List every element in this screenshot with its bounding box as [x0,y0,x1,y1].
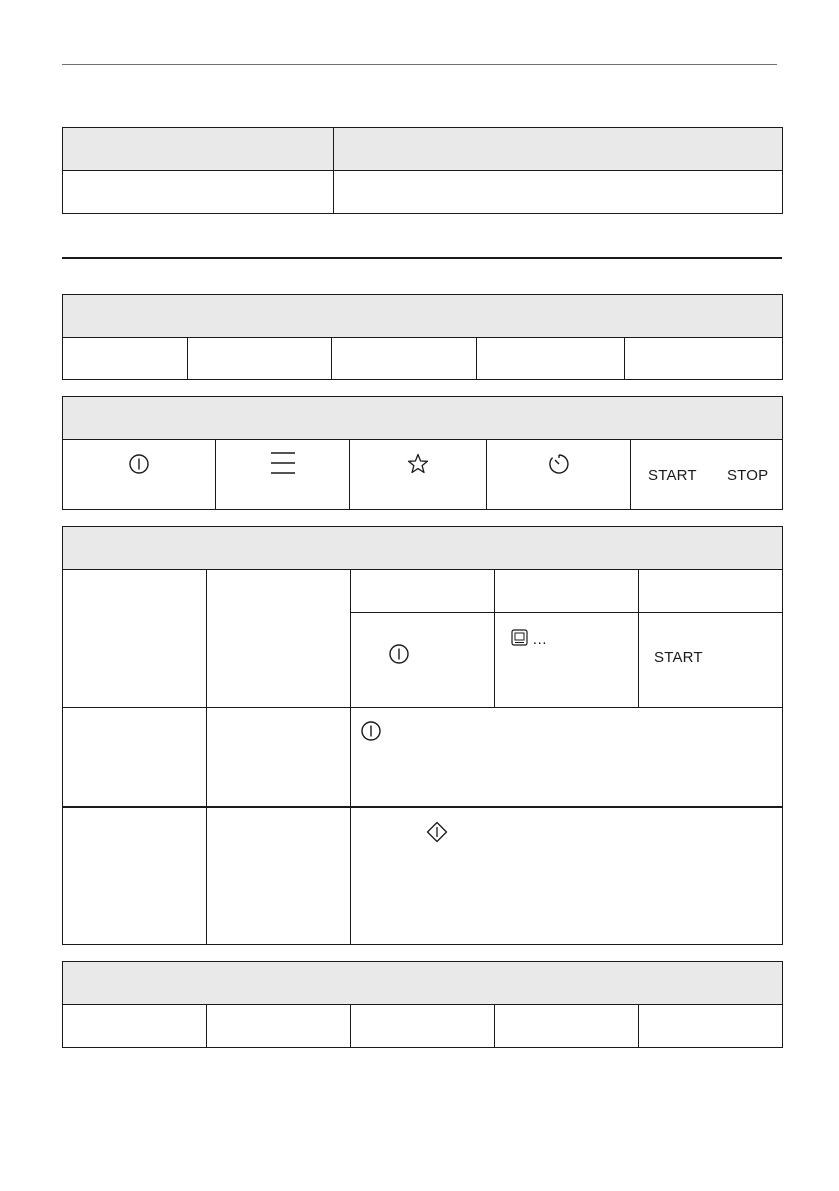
step-table-3-cell-start [639,613,783,708]
step-table-3-cell-power-note [351,708,783,807]
step-table-3-cell [63,708,207,807]
step-table-2-header [63,397,783,440]
start-label: START [648,467,697,484]
step-table-3-cell [351,570,495,613]
info-table-1-cell [63,171,334,214]
step-table-1 [62,294,783,380]
step-table-1-cell [188,338,332,380]
header-rule [62,64,777,65]
step-table-1-cell [477,338,625,380]
step-table-4-cell [495,1005,639,1048]
step-table-3-cell [495,570,639,613]
step-table-2-cell-menu [216,440,350,510]
power-icon [388,643,410,665]
step-table-4-cell [207,1005,351,1048]
info-table-1-header-col2 [334,128,783,171]
step-table-2-cell-timer [487,440,631,510]
step-table-4-header [63,962,783,1005]
step-table-3-cell [63,807,207,945]
start-label: START [654,649,703,666]
step-table-1-cell [63,338,188,380]
step-table-4-cell [351,1005,495,1048]
step-table-3 [62,526,783,945]
step-table-4 [62,961,783,1048]
step-table-1-cell [625,338,783,380]
step-table-3-cell-oven [495,613,639,708]
step-table-2 [62,396,783,510]
start-stop-icon [426,821,448,843]
step-table-3-cell [207,570,351,708]
step-table-3-cell-power [351,613,495,708]
menu-icon [270,451,296,475]
star-icon [407,453,429,475]
timer-icon [547,452,571,476]
step-table-1-cell [332,338,477,380]
step-table-3-cell-start-stop-note [351,807,783,945]
step-table-3-cell [63,570,207,708]
step-table-2-cell-favourite [350,440,487,510]
step-table-3-cell [207,708,351,807]
oven-icon [511,629,528,646]
info-table-1-header-col1 [63,128,334,171]
step-table-2-cell-power [63,440,216,510]
step-table-4-cell [639,1005,783,1048]
step-table-2-cell-start-stop [631,440,783,510]
power-icon [128,453,150,475]
stop-label: STOP [726,467,769,484]
step-table-1-header [63,295,783,338]
step-table-3-cell [207,807,351,945]
info-table-1 [62,127,783,214]
power-icon [360,720,382,742]
step-table-4-cell [63,1005,207,1048]
step-table-3-cell [639,570,783,613]
oven-ellipsis: … [532,631,548,648]
step-table-3-header [63,527,783,570]
section-divider [62,257,782,259]
info-table-1-cell [334,171,783,214]
